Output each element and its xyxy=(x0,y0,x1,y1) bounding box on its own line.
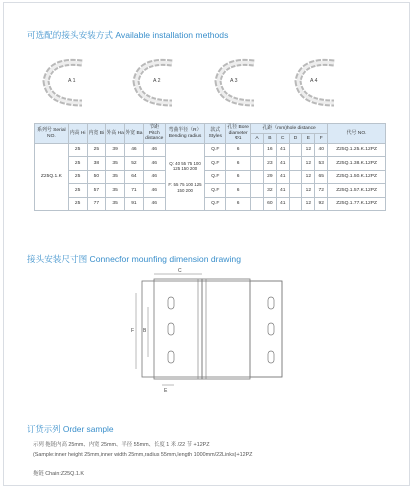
cell-a xyxy=(251,170,264,183)
header-b: B xyxy=(263,134,276,144)
dim-label-f: F xyxy=(131,328,135,334)
cell-style: Q.F xyxy=(205,197,226,210)
cell-code: Z25Q.1.25.K.12PZ xyxy=(328,144,386,157)
cell-style: Q.F xyxy=(205,157,226,170)
table-row xyxy=(35,144,386,157)
cell-code: Z25Q.1.38.K.12PZ xyxy=(328,157,386,170)
cell-bi: 57 xyxy=(87,184,106,197)
cell-code: Z25Q.1.57.K.12PZ xyxy=(328,184,386,197)
cell-b: 60 xyxy=(263,197,276,210)
cell-pitch: 46 xyxy=(143,157,165,170)
cell-bi: 77 xyxy=(87,197,106,210)
cell-d xyxy=(289,157,302,170)
cell-bore: 6 xyxy=(226,157,251,170)
cell-ha: 35 xyxy=(106,170,125,183)
cell-e: 12 xyxy=(302,144,315,157)
chain-label-a3: A 3 xyxy=(230,78,238,84)
cell-a xyxy=(251,197,264,210)
chain-label-a4: A 4 xyxy=(310,78,318,84)
header-a: A xyxy=(251,134,264,144)
cell-b: 32 xyxy=(263,184,276,197)
cell-c: 41 xyxy=(276,144,289,157)
cell-c: 41 xyxy=(276,197,289,210)
order-chain-code: 拖链 Chain:Z25Q.1.K xyxy=(33,471,84,477)
dim-label-c: C xyxy=(178,268,182,274)
radius-cell xyxy=(165,144,205,211)
cell-ba: 52 xyxy=(125,157,144,170)
cell-hi: 25 xyxy=(68,170,87,183)
cell-bore: 6 xyxy=(226,170,251,183)
header-outer-height: 外高 Ha xyxy=(106,124,125,144)
order-line-english: (Sample:inner height 25mm,inner width 25mm,radius 55mm,length 1000mm/22Links)+12PZ xyxy=(33,452,253,458)
dim-label-e: E xyxy=(164,388,168,394)
cell-d xyxy=(289,184,302,197)
cell-e: 12 xyxy=(302,197,315,210)
cell-f: 65 xyxy=(315,170,328,183)
header-series: 系列号 Serial NO. xyxy=(35,124,69,144)
header-inner-height: 内高 Hi xyxy=(68,124,87,144)
cell-ha: 35 xyxy=(106,184,125,197)
table-row xyxy=(35,184,386,197)
cell-d xyxy=(289,144,302,157)
cell-a xyxy=(251,157,264,170)
cell-f: 40 xyxy=(315,144,328,157)
header-hole-distance: 孔距（mm)hole distance xyxy=(251,124,328,134)
cell-d xyxy=(289,197,302,210)
cell-pitch: 46 xyxy=(143,170,165,183)
cell-c: 41 xyxy=(276,170,289,183)
cell-bi: 38 xyxy=(87,157,106,170)
cell-b: 29 xyxy=(263,170,276,183)
chain-arc-icon xyxy=(290,55,352,111)
cell-c: 41 xyxy=(276,157,289,170)
cell-code: Z25Q.1.50.K.12PZ xyxy=(328,170,386,183)
cell-ba: 46 xyxy=(125,144,144,157)
cell-a xyxy=(251,144,264,157)
cell-e: 12 xyxy=(302,184,315,197)
cell-e: 12 xyxy=(302,157,315,170)
cell-bi: 25 xyxy=(87,144,106,157)
installation-methods-title: 可选配的接头安装方式 Available installation methods xyxy=(27,30,229,40)
chain-diagram-a1 xyxy=(38,55,100,111)
header-f: F xyxy=(315,134,328,144)
cell-ba: 91 xyxy=(125,197,144,210)
spec-table xyxy=(34,123,386,211)
header-inner-width: 内宽 Bi xyxy=(87,124,106,144)
cell-code: Z25Q.1.77.K.12PZ xyxy=(328,197,386,210)
header-styles: 款式 Styles xyxy=(205,124,226,144)
header-c: C xyxy=(276,134,289,144)
cell-b: 16 xyxy=(263,144,276,157)
cell-pitch: 46 xyxy=(143,144,165,157)
table-row xyxy=(35,157,386,170)
radius-q: Q: 40 55 75 100 125 150 200 xyxy=(169,160,201,172)
cell-ba: 71 xyxy=(125,184,144,197)
table-row xyxy=(35,170,386,183)
cell-c: 41 xyxy=(276,184,289,197)
order-line-chinese: 示列 拖链内高 25mm、内宽 25mm、半径 55mm、长度 1 米 /22 节 +12PZ xyxy=(33,442,210,448)
chain-diagram-a4 xyxy=(290,55,352,111)
cell-e: 12 xyxy=(302,170,315,183)
installation-diagrams xyxy=(38,55,378,113)
radius-f: F: 55 75 100 125 150 200 xyxy=(168,181,202,193)
cell-f: 92 xyxy=(315,197,328,210)
chain-diagram-a2 xyxy=(128,55,190,111)
cell-bore: 6 xyxy=(226,197,251,210)
cell-f: 53 xyxy=(315,157,328,170)
cell-bore: 6 xyxy=(226,144,251,157)
cell-a xyxy=(251,184,264,197)
cell-f: 72 xyxy=(315,184,328,197)
header-radius: 弯曲半径（R） Bending radius xyxy=(165,124,205,144)
cell-ha: 35 xyxy=(106,157,125,170)
dim-label-b: B xyxy=(143,328,147,334)
cell-hi: 25 xyxy=(68,144,87,157)
cell-b: 23 xyxy=(263,157,276,170)
cell-hi: 25 xyxy=(68,184,87,197)
cell-bi: 50 xyxy=(87,170,106,183)
header-pitch: 节距 Pitch distance xyxy=(143,124,165,144)
cell-ha: 35 xyxy=(106,197,125,210)
table-row xyxy=(35,197,386,210)
cell-pitch: 46 xyxy=(143,184,165,197)
mounting-drawing-title: 接头安装尺寸图 Connecfor mounfing dimension drawing xyxy=(27,254,241,264)
cell-pitch: 46 xyxy=(143,197,165,210)
cell-ba: 64 xyxy=(125,170,144,183)
order-sample-title: 订货示列 Order sample xyxy=(27,424,114,434)
cell-style: Q.F xyxy=(205,144,226,157)
cell-bore: 6 xyxy=(226,184,251,197)
cell-hi: 25 xyxy=(68,157,87,170)
header-e: E xyxy=(302,134,315,144)
cell-hi: 25 xyxy=(68,197,87,210)
chain-label-a1: A 1 xyxy=(68,78,76,84)
header-code: 代号 NO. xyxy=(328,124,386,144)
mounting-dimension-drawing xyxy=(122,265,302,397)
page xyxy=(3,2,410,486)
chain-label-a2: A 2 xyxy=(153,78,161,84)
cell-ha: 39 xyxy=(106,144,125,157)
chain-diagram-a3 xyxy=(210,55,272,111)
cell-style: Q.F xyxy=(205,170,226,183)
header-d: D xyxy=(289,134,302,144)
cell-style: Q.F xyxy=(205,184,226,197)
header-bore: 孔径 Bore diameter Φ1 xyxy=(226,124,251,144)
header-outer-width: 外宽 Ba xyxy=(125,124,144,144)
series-cell: Z25Q.1.K xyxy=(35,144,69,211)
chain-arc-icon xyxy=(210,55,272,111)
cell-d xyxy=(289,170,302,183)
